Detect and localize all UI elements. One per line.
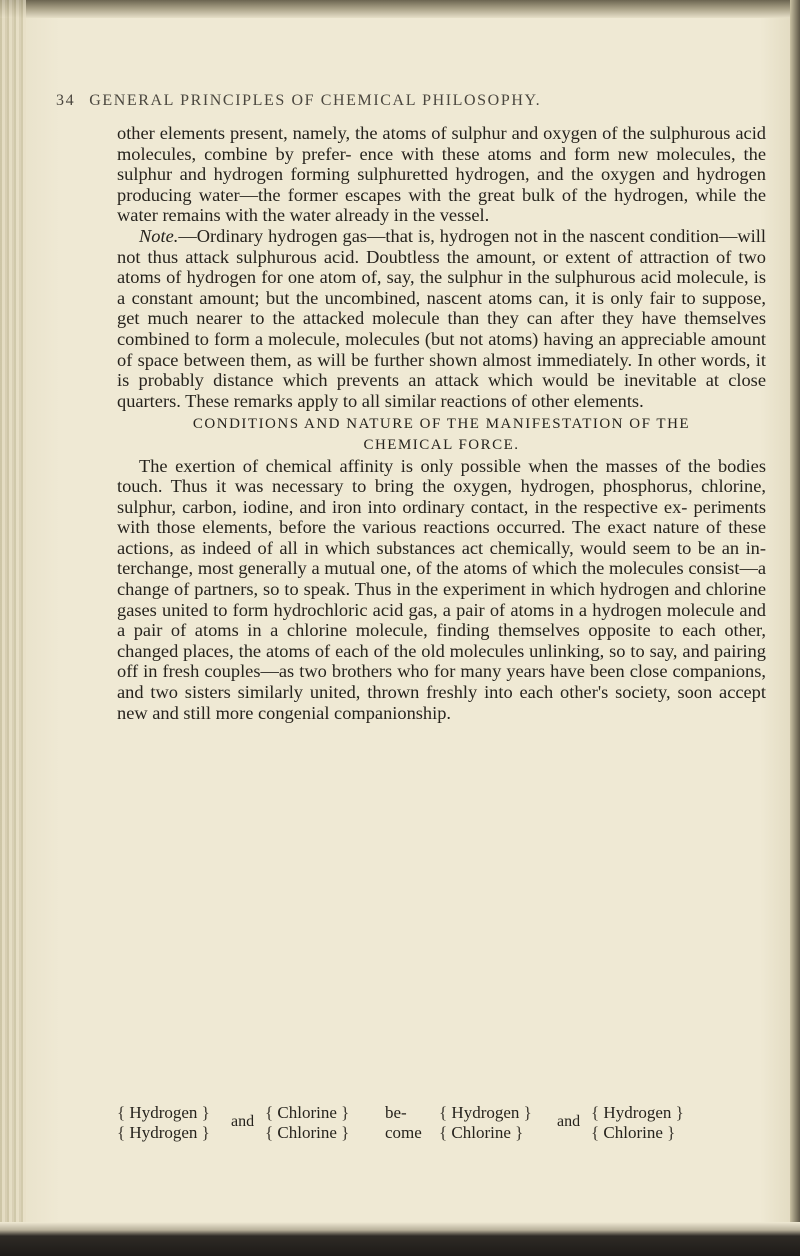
paragraph-note — [117, 226, 766, 411]
equation-group-3: { Hydrogen } { Chlorine } — [439, 1103, 532, 1142]
section-heading-line1: CONDITIONS AND NATURE OF THE MANIFESTATION OF THE — [192, 416, 691, 433]
body-text — [117, 123, 766, 723]
running-header — [56, 92, 756, 110]
paragraph-chemical-force: The exertion of chemical affinity is only possible when the masses of the bodies touch. Thus it was necessary to bring the oxygen, hydrogen, phosphorus, chlorine, sulphur, carbon, iodine, and iron into ordinary contact, in the respective ex- periments with those elements, before the various reactions occurred. The exact nature of these actions, as indeed of all in which substances act chemically, would seem to be an in- terchange, most generally a mutual one, of the atoms of which the molecules consist—a change of partners, so to speak. Thus in the experiment in which hydrogen and chlorine gases united to form hydrochloric acid gas, a pair of atoms in a hydrogen molecule and a pair of atoms in a chlorine molecule, finding themselves opposite to each other, changed places, the atoms of each of the old molecules unlinking, so to say, and pairing off in fresh couples—as two brothers who for many years have been close companions, and two sisters similarly united, thrown freshly into each other's society, soon accept new and still more congenial companionship. — [117, 455, 766, 723]
eq-and-1: and — [231, 1113, 255, 1130]
page-bottom-edge — [0, 1222, 800, 1256]
eq-g3-bottom: Chlorine — [451, 1123, 511, 1142]
page-binding — [0, 0, 26, 1256]
paragraph-continuation: other elements present, namely, the atoms of sulphur and oxygen of the sulphurous acid molecules, combine by prefer- ence with these atoms and form new molecules, the sulphur and hydrogen forming sulphuretted hydrogen, and the oxygen and hydrogen producing water—the former escapes with the great bulk of the hydrogen, while the water remains with the water already in the vessel. — [117, 123, 766, 226]
note-label: Note. — [139, 225, 179, 246]
equation-group-2: { Chlorine } { Chlorine } — [265, 1103, 350, 1142]
eq-become-bottom: come — [385, 1123, 422, 1142]
page-right-edge — [790, 0, 800, 1256]
running-head-title: GENERAL PRINCIPLES OF CHEMICAL PHILOSOPHY. — [89, 92, 542, 109]
page-number: 34 — [56, 92, 76, 109]
equation-group-1: { Hydrogen } { Hydrogen } — [117, 1103, 210, 1142]
eq-g1-top: Hydrogen — [129, 1103, 198, 1122]
note-paragraph-text: Note.—Ordinary hydrogen gas—that is, hydrogen not in the nascent condition—will not thus attack sulphurous acid. Doubtless the amount, or extent of attraction of two atoms of hydrogen for one atom of, say, the sulphur in the sulphurous acid molecule, is a constant amount; but the uncombined, nascent atoms can, it is only fair to suppose, get much nearer to the attacked molecule than they can after they have themselves combined to form a molecule, molecules (but not atoms) having an appreciable amount of space between them, as will be further shown almost immediately. In other words, it is probably distance which prevents an attack which would be inevitable at close quarters. These remarks apply to all similar reactions of other elements. — [117, 225, 766, 411]
eq-g3-top: Hydrogen — [451, 1103, 520, 1122]
section-heading-line2: CHEMICAL FORCE. — [363, 436, 520, 453]
page-top-edge — [0, 0, 800, 18]
eq-become-top: be- — [385, 1103, 407, 1122]
equation-become — [385, 1103, 422, 1143]
eq-g4-bottom: Chlorine — [603, 1123, 663, 1142]
eq-g1-bottom: Hydrogen — [129, 1123, 198, 1142]
eq-and-2: and — [557, 1113, 581, 1130]
eq-g4-top: Hydrogen — [603, 1103, 672, 1122]
eq-g2-top: Chlorine — [277, 1103, 337, 1122]
eq-g2-bottom: Chlorine — [277, 1123, 337, 1142]
exchange-equation — [117, 1103, 767, 1145]
equation-group-4: { Hydrogen } { Chlorine } — [591, 1103, 684, 1142]
